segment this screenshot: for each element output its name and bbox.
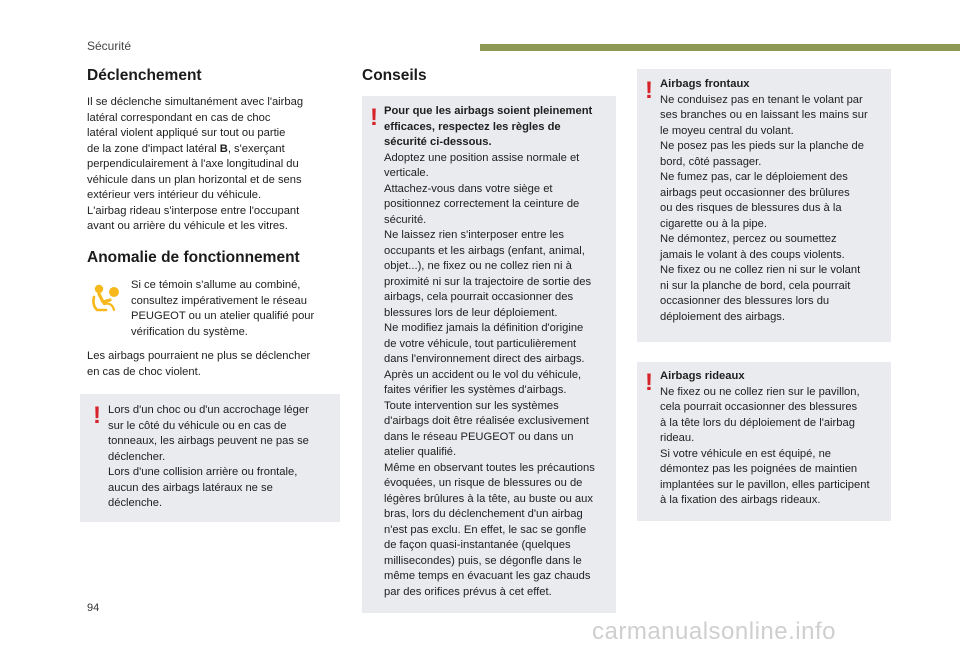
text-line: évoquées, un risque de blessures ou de: [384, 477, 583, 489]
text-line: Après un accident ou le vol du véhicule,: [384, 368, 582, 381]
text-line: déploiement des airbags.: [660, 310, 786, 323]
text-line: à la fixation des airbags rideaux.: [660, 494, 821, 506]
warning-exclamation-icon: !: [645, 77, 653, 104]
text-line: Lors d'un choc ou d'un accrochage léger: [108, 404, 309, 416]
warning-box-lateral-text: [108, 403, 336, 512]
text-line: proximité ni sur la trajectoire de sortie des: [384, 275, 592, 288]
text-line: atelier qualifié.: [384, 446, 457, 458]
frontaux-title: Airbags frontaux: [660, 78, 750, 90]
text-line: bord, côté passager.: [660, 155, 762, 168]
text-line: de façon quasi-instantanée (quelques: [384, 539, 571, 551]
declenchement-title: Déclenchement: [87, 67, 202, 84]
text-line: de la zone d'impact latéral B, s'exerçant: [87, 142, 285, 155]
text-line: avant ou arrière du véhicule et les vitres.: [87, 220, 288, 232]
text-line: positionnez correctement la ceinture de: [384, 198, 580, 210]
text-line: Lors d'une collision arrière ou frontale,: [108, 466, 298, 478]
text-line: Ne fixez ou ne collez rien ni sur le volant: [660, 264, 861, 276]
text-line: L'airbag rideau s'interpose entre l'occupant: [87, 204, 300, 217]
text-line: PEUGEOT ou un atelier qualifié pour: [131, 310, 315, 322]
text-line: Si votre véhicule en est équipé, ne: [660, 447, 832, 460]
text-line: sur le côté du véhicule ou en cas de: [108, 419, 287, 432]
text-line: Toute intervention sur les systèmes: [384, 399, 559, 412]
warning-exclamation-icon: !: [370, 104, 378, 131]
text-line: Ne démontez, percez ou soumettez: [660, 233, 837, 245]
text-line: faites vérifier les systèmes d'airbags.: [384, 384, 567, 396]
text-line: Ne conduisez pas en tenant le volant par: [660, 93, 863, 106]
text-line: bras, lors du déclenchement d'un airbag: [384, 508, 583, 520]
text-line: latéral correspondant en cas de choc: [87, 111, 271, 124]
text-line: Adoptez une position assise normale et: [384, 151, 580, 164]
text-line: ou des risques de blessures dus à la: [660, 202, 842, 214]
text-line: d'airbags doit être réalisée exclusivement: [384, 415, 589, 427]
text-line: occupants et les airbags (enfant, animal,: [384, 244, 585, 257]
text-line: millisecondes) puis, se dégonfle dans le: [384, 554, 582, 567]
text-line: Ne posez pas les pieds sur la planche de: [660, 140, 864, 152]
text-line: légères brûlures à la tête, au buste ou aux: [384, 492, 593, 505]
text-line: Ne fumez pas, car le déploiement des: [660, 171, 848, 183]
text-line: démontez pas les poignées de maintien: [660, 463, 858, 475]
text-line: Même en observant toutes les précautions: [384, 461, 595, 474]
text-line: en cas de choc violent.: [87, 365, 201, 378]
text-line: Pour que les airbags soient pleinement: [384, 105, 593, 117]
text-line: par des orifices prévus à cet effet.: [384, 585, 552, 598]
text-line: n'est pas exclu. En effet, le sac se gonfle: [384, 523, 587, 536]
text-line: tonneaux, les airbags peuvent ne pas se: [108, 435, 309, 447]
text-line: Si ce témoin s'allume au combiné,: [131, 279, 301, 291]
text-line: cigarette ou à la pipe.: [660, 217, 767, 230]
text-line: efficaces, respectez les règles de: [384, 120, 561, 133]
text-line: ni sur la planche de bord, cela pourrait: [660, 279, 851, 292]
text-line: verticale.: [384, 167, 429, 179]
text-line: ses branches ou en laissant les mains sur: [660, 109, 868, 121]
rideaux-text: [660, 369, 890, 509]
text-line: véhicule dans un plan horizontal et de sens: [87, 173, 302, 186]
frontaux-text: [660, 77, 890, 325]
conseils-text: [384, 104, 614, 600]
section-label: Sécurité: [87, 39, 132, 53]
text-line: extérieur vers intérieur du véhicule.: [87, 189, 262, 201]
text-line: sécurité ci-dessous.: [384, 136, 492, 148]
text-line: aucun des airbags latéraux ne se: [108, 481, 273, 494]
text-line: même temps en évacuant les gaz chauds: [384, 570, 591, 582]
text-line: Il se déclenche simultanément avec l'airbag: [87, 96, 304, 108]
text-line: rideau.: [660, 432, 695, 444]
rideaux-title: Airbags rideaux: [660, 370, 745, 382]
anomalie-title: Anomalie de fonctionnement: [87, 249, 300, 266]
text-line: à la tête lors du déploiement de l'airbag: [660, 416, 855, 429]
text-line: Ne laissez rien s'interposer entre les: [384, 229, 564, 241]
text-line: objet...), ne fixez ou ne collez rien ni à: [384, 260, 572, 272]
text-line: Les airbags pourraient ne plus se déclencher: [87, 350, 311, 362]
text-line: Attachez-vous dans votre siège et: [384, 182, 553, 195]
text-line: déclenche.: [108, 497, 163, 509]
text-line: vérification du système.: [131, 325, 248, 338]
declenchement-paragraph: [87, 95, 337, 235]
header-accent-bar: [480, 44, 960, 51]
warning-exclamation-icon: !: [645, 369, 653, 396]
text-line: déclencher.: [108, 450, 166, 463]
text-line: cela pourrait occasionner des blessures: [660, 401, 858, 413]
anomalie-text: [131, 278, 341, 340]
page-number: 94: [87, 602, 100, 614]
text-line: de votre véhicule, tout particulièrement: [384, 337, 577, 350]
text-line: jamais le volant à des coups violents.: [660, 248, 845, 261]
text-line: airbags, cela pourrait occasionner des: [384, 291, 574, 303]
text-line: consultez impérativement le réseau: [131, 294, 307, 307]
text-line: Ne modifiez jamais la définition d'origine: [384, 322, 584, 334]
text-line: perpendiculairement à l'axe longitudinal du: [87, 158, 299, 170]
anomalie-consequence: [87, 349, 337, 380]
warning-light-person-icon: [90, 283, 120, 315]
text-line: implantées sur le pavillon, elles participent: [660, 478, 870, 491]
text-line: dans l'environnement direct des airbags.: [384, 353, 585, 365]
text-line: blessures lors de leur déploiement.: [384, 306, 558, 319]
text-line: latéral violent appliqué sur tout ou partie: [87, 127, 286, 139]
text-line: airbags peut occasionner des brûlures: [660, 186, 850, 199]
watermark-link[interactable]: carmanualsonline.info: [592, 618, 836, 645]
text-line: dans le réseau PEUGEOT ou dans un: [384, 430, 574, 443]
text-line: Ne fixez ou ne collez rien sur le pavillon,: [660, 385, 860, 398]
text-line: sécurité.: [384, 213, 427, 226]
conseils-title: Conseils: [362, 67, 427, 84]
impact-zone-letter: B: [219, 142, 228, 155]
warning-exclamation-icon: !: [93, 402, 101, 429]
text-line: occasionner des blessures lors du: [660, 295, 830, 307]
text-line: le moyeu central du volant.: [660, 124, 794, 137]
